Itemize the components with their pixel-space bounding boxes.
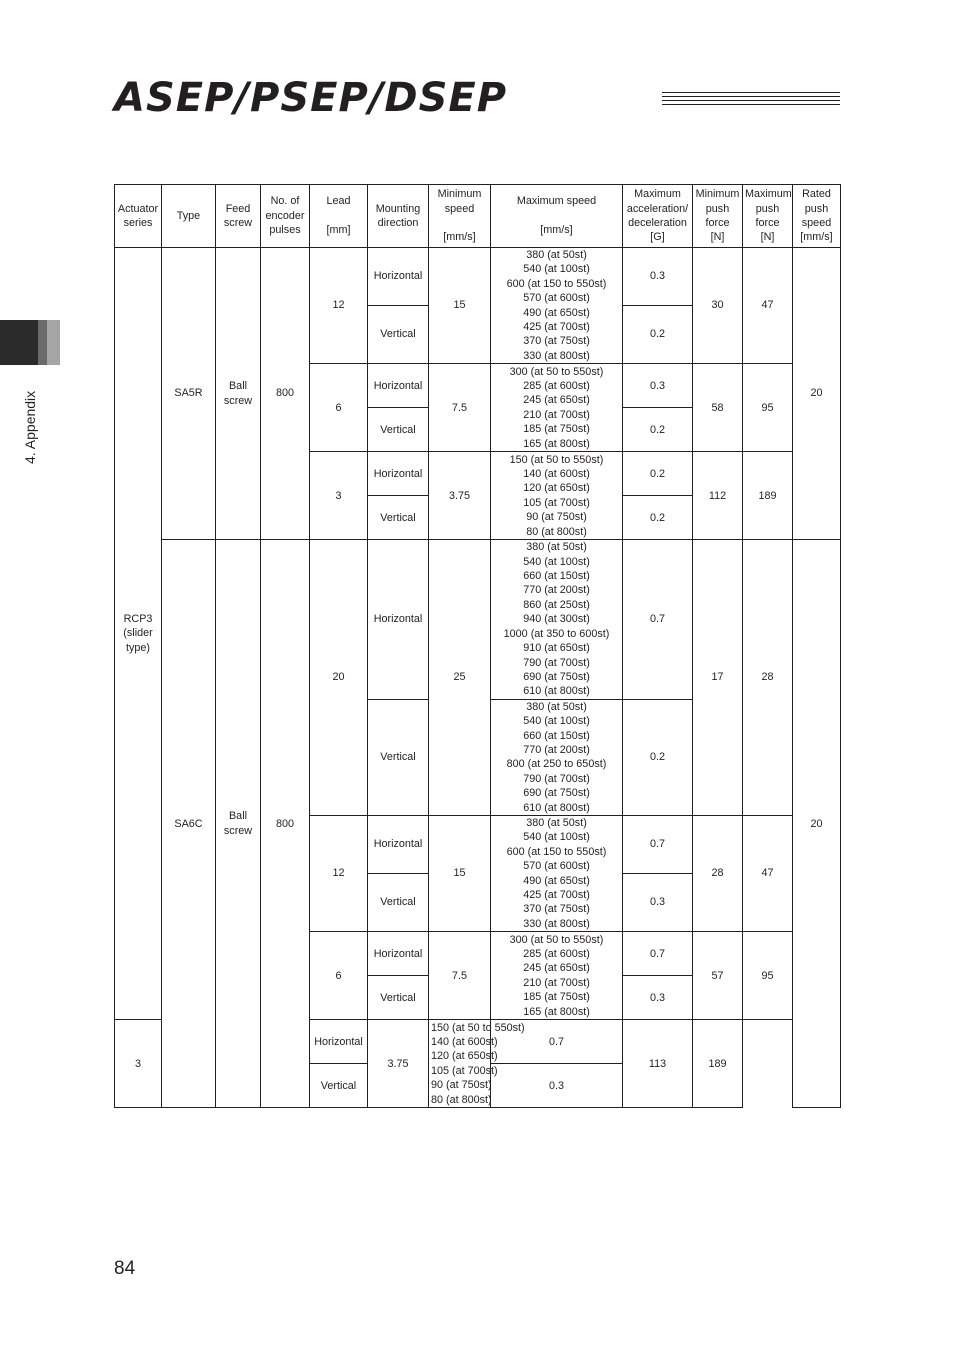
table-header-row	[115, 185, 841, 248]
encoder-cell: 800	[261, 540, 310, 1108]
max-push-cell: 95	[743, 364, 793, 452]
mounting-cell: Vertical	[368, 699, 429, 815]
min-push-cell: 113	[623, 1020, 693, 1108]
feed-screw-cell: Ball screw	[216, 540, 261, 1108]
max-push-cell: 189	[693, 1020, 743, 1108]
mounting-cell: Vertical	[368, 874, 429, 932]
max-speed-cell: 380 (at 50st) 540 (at 100st) 660 (at 150st) 770 (at 200st) 800 (at 250 to 650st) 790 (at 700st) 690 (at 750st) 610 (at 800st)	[491, 699, 623, 815]
accel-cell: 0.2	[623, 452, 693, 496]
max-push-cell: 28	[743, 540, 793, 816]
accel-cell: 0.7	[623, 540, 693, 699]
min-push-cell: 17	[693, 540, 743, 816]
mounting-cell: Vertical	[368, 306, 429, 364]
accel-cell: 0.3	[623, 248, 693, 306]
max-speed-cell: 380 (at 50st) 540 (at 100st) 660 (at 150st) 770 (at 200st) 860 (at 250st) 940 (at 300st) 1000 (at 350 to 600st) 910 (at 650st) 790 (at 700st) 690 (at 750st) 610 (at 800st)	[491, 540, 623, 699]
table-row	[115, 540, 841, 699]
min-speed-cell: 15	[429, 248, 491, 364]
mounting-cell: Vertical	[368, 976, 429, 1020]
mounting-cell: Horizontal	[368, 815, 429, 873]
min-speed-cell: 3.75	[429, 452, 491, 540]
accel-cell: 0.7	[491, 1020, 623, 1064]
accel-cell: 0.7	[623, 815, 693, 873]
max-push-cell: 189	[743, 452, 793, 540]
lead-cell: 12	[310, 815, 368, 931]
type-cell: SA6C	[162, 540, 216, 1108]
page-number: 84	[114, 1258, 136, 1279]
mounting-cell: Vertical	[368, 408, 429, 452]
min-speed-cell: 15	[429, 815, 491, 931]
product-logo	[114, 74, 840, 122]
max-push-cell: 47	[743, 248, 793, 364]
accel-cell: 0.2	[623, 306, 693, 364]
spec-table	[114, 184, 841, 1108]
mounting-cell: Horizontal	[368, 364, 429, 408]
type-cell: SA5R	[162, 248, 216, 540]
max-speed-cell: 150 (at 50 to 550st) 140 (at 600st) 120 (at 650st) 105 (at 700st) 90 (at 750st) 80 (at 800st)	[429, 1020, 491, 1108]
max-speed-cell: 380 (at 50st) 540 (at 100st) 600 (at 150 to 550st) 570 (at 600st) 490 (at 650st) 425 (at 700st) 370 (at 750st) 330 (at 800st)	[491, 815, 623, 931]
mounting-cell: Horizontal	[368, 248, 429, 306]
header-max-speed: Maximum speed [mm/s]	[491, 185, 623, 248]
accel-cell: 0.7	[623, 932, 693, 976]
logo-text: ASEP/PSEP/DSEP	[114, 75, 508, 121]
max-speed-cell: 300 (at 50 to 550st) 285 (at 600st) 245 (at 650st) 210 (at 700st) 185 (at 750st) 165 (at 800st)	[491, 932, 623, 1020]
mounting-cell: Horizontal	[310, 1020, 368, 1064]
encoder-cell: 800	[261, 248, 310, 540]
lead-cell: 12	[310, 248, 368, 364]
header-min-speed: Minimum speed [mm/s]	[429, 185, 491, 248]
accel-cell: 0.2	[623, 408, 693, 452]
max-push-cell: 95	[743, 932, 793, 1020]
max-speed-cell: 380 (at 50st) 540 (at 100st) 600 (at 150 to 550st) 570 (at 600st) 490 (at 650st) 425 (at 700st) 370 (at 750st) 330 (at 800st)	[491, 248, 623, 364]
min-speed-cell: 25	[429, 540, 491, 816]
header-feed-screw: Feed screw	[216, 185, 261, 248]
actuator-series-cell: RCP3 (slider type)	[115, 248, 162, 1020]
max-push-cell: 47	[743, 815, 793, 931]
header-max-accel: Maximum acceleration/ deceleration [G]	[623, 185, 693, 248]
lead-cell: 3	[310, 452, 368, 540]
rated-push-cell: 20	[793, 540, 841, 1108]
header-type: Type	[162, 185, 216, 248]
min-push-cell: 57	[693, 932, 743, 1020]
header-actuator-series: Actuator series	[115, 185, 162, 248]
accel-cell: 0.3	[623, 874, 693, 932]
accel-cell: 0.2	[623, 496, 693, 540]
min-speed-cell: 3.75	[368, 1020, 429, 1108]
lead-cell: 3	[115, 1020, 162, 1108]
chapter-tab-marker	[0, 320, 60, 365]
max-speed-cell: 300 (at 50 to 550st) 285 (at 600st) 245 (at 650st) 210 (at 700st) 185 (at 750st) 165 (at 800st)	[491, 364, 623, 452]
header-min-push: Minimum push force [N]	[693, 185, 743, 248]
rated-push-cell: 20	[793, 248, 841, 540]
header-mounting: Mounting direction	[368, 185, 429, 248]
mounting-cell: Vertical	[368, 496, 429, 540]
mounting-cell: Horizontal	[368, 540, 429, 699]
max-speed-cell: 150 (at 50 to 550st) 140 (at 600st) 120 (at 650st) 105 (at 700st) 90 (at 750st) 80 (at 800st)	[491, 452, 623, 540]
lead-cell: 6	[310, 364, 368, 452]
min-push-cell: 58	[693, 364, 743, 452]
lead-cell: 20	[310, 540, 368, 816]
min-speed-cell: 7.5	[429, 364, 491, 452]
accel-cell: 0.2	[623, 699, 693, 815]
min-push-cell: 28	[693, 815, 743, 931]
min-speed-cell: 7.5	[429, 932, 491, 1020]
accel-cell: 0.3	[491, 1064, 623, 1108]
mounting-cell: Vertical	[310, 1064, 368, 1108]
header-lead: Lead [mm]	[310, 185, 368, 248]
feed-screw-cell: Ball screw	[216, 248, 261, 540]
mounting-cell: Horizontal	[368, 452, 429, 496]
min-push-cell: 30	[693, 248, 743, 364]
table-row	[115, 248, 841, 306]
accel-cell: 0.3	[623, 976, 693, 1020]
chapter-tab-label: 4. Appendix	[22, 390, 38, 464]
min-push-cell: 112	[693, 452, 743, 540]
logo-rule-lines	[662, 92, 840, 108]
header-rated-push: Rated push speed [mm/s]	[793, 185, 841, 248]
accel-cell: 0.3	[623, 364, 693, 408]
header-encoder-pulses: No. of encoder pulses	[261, 185, 310, 248]
lead-cell: 6	[310, 932, 368, 1020]
mounting-cell: Horizontal	[368, 932, 429, 976]
header-max-push: Maximum push force [N]	[743, 185, 793, 248]
